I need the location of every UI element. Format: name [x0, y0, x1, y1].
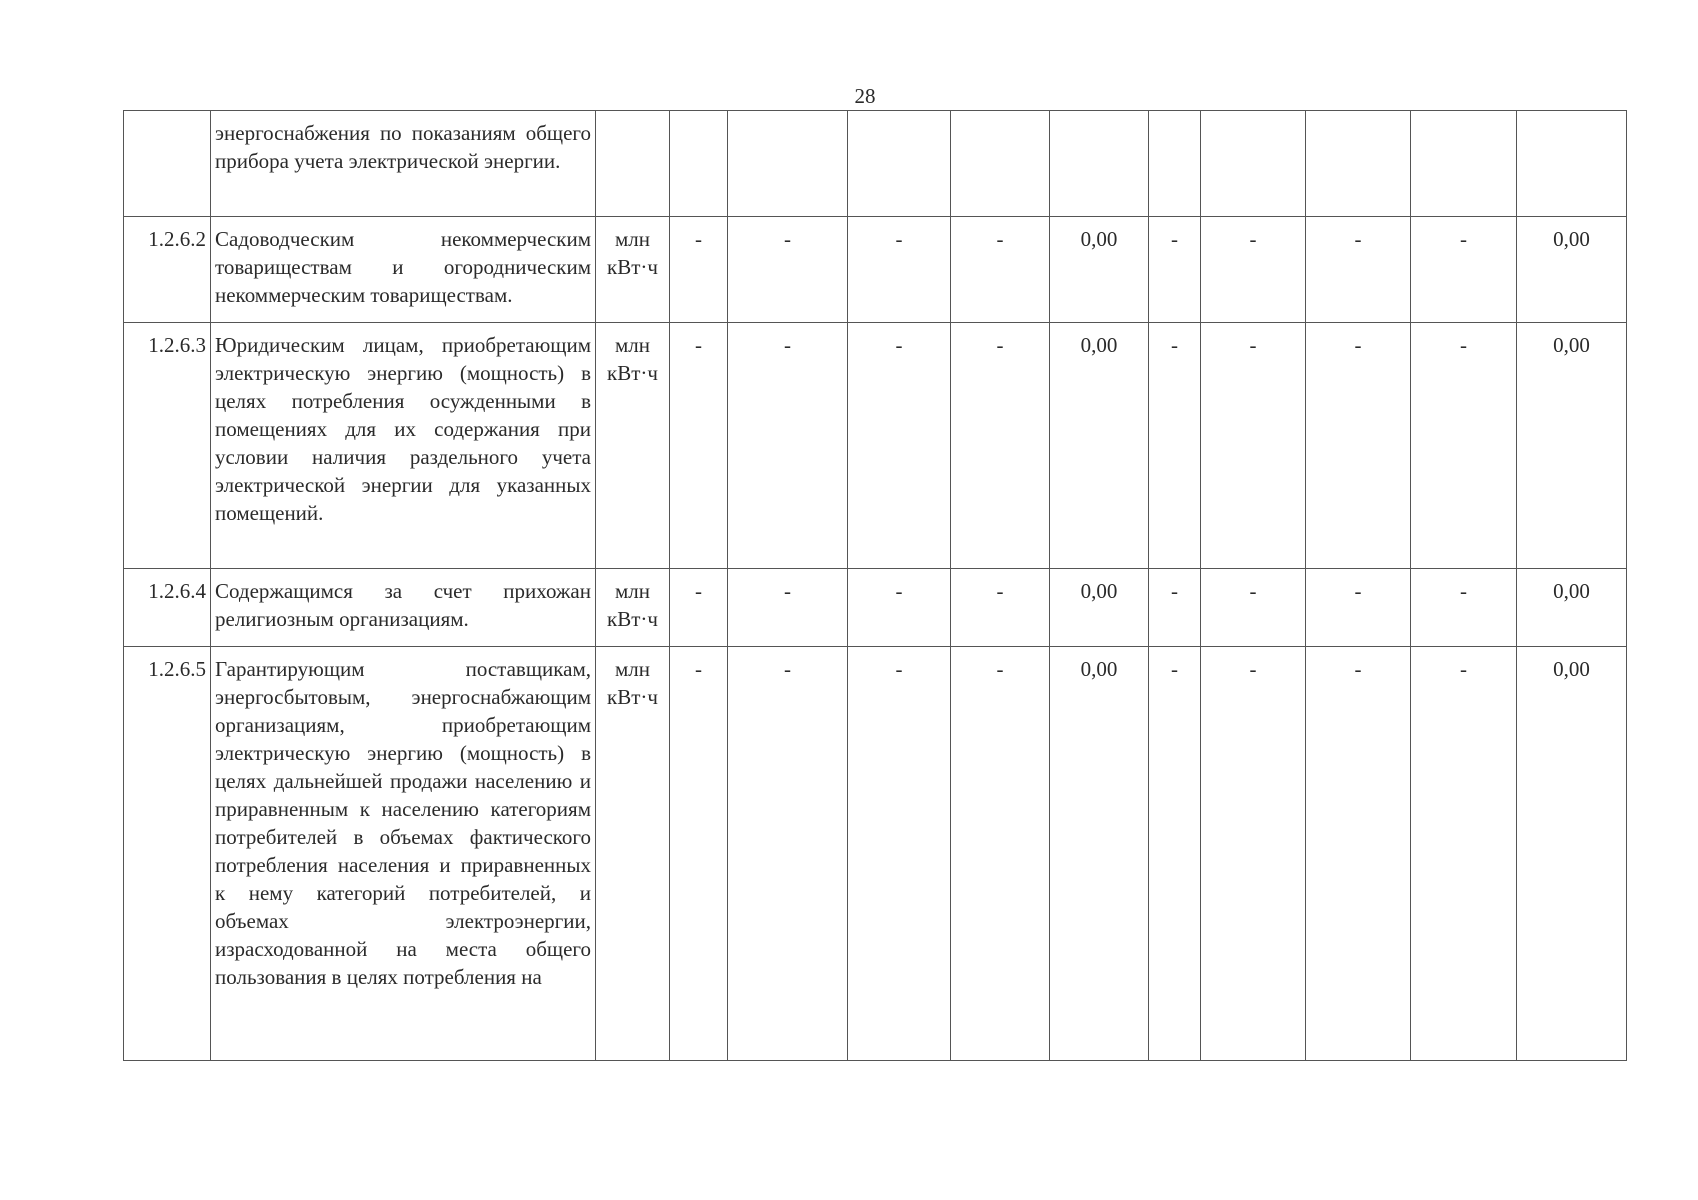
value-cell: - [728, 217, 848, 323]
value-cell: - [1411, 569, 1517, 647]
value-cell: - [1411, 323, 1517, 569]
row-unit [596, 111, 670, 217]
value-cell: - [1201, 323, 1306, 569]
row-unit [596, 647, 670, 1061]
row-description: Гарантирующим поставщикам, энергосбытовым, энергоснабжающим организациям, приобретающим электрическую энергию (мощность) в целях дальнейшей продажи населению и приравненным к населению категориям потребителей в объемах фактического потребления населения и приравненных к нему категорий потребителей, и объемах электроэнергии, израсходованной на места общего пользования в целях потребления на [211, 647, 596, 1061]
table-row [124, 323, 1627, 569]
value-cell: - [670, 217, 728, 323]
value-cell: - [670, 323, 728, 569]
row-unit [596, 569, 670, 647]
value-cell: 0,00 [1517, 323, 1627, 569]
value-cell [670, 111, 728, 217]
value-cell: - [848, 569, 951, 647]
row-unit [596, 217, 670, 323]
row-description: энергоснабжения по показаниям общего прибора учета электрической энергии. [211, 111, 596, 217]
value-cell: - [951, 217, 1050, 323]
value-cell: - [1306, 569, 1411, 647]
value-cell: - [728, 569, 848, 647]
row-number: 1.2.6.3 [124, 323, 211, 569]
value-cell: - [848, 323, 951, 569]
value-cell: - [1149, 217, 1201, 323]
row-number: 1.2.6.4 [124, 569, 211, 647]
value-cell: - [728, 647, 848, 1061]
value-cell: - [1411, 217, 1517, 323]
value-cell: - [848, 647, 951, 1061]
value-cell [728, 111, 848, 217]
unit-line-2: кВт·ч [607, 685, 658, 709]
table-row [124, 569, 1627, 647]
row-description: Садоводческим некоммерческим товариществам и огородническим некоммерческим товариществам. [211, 217, 596, 323]
value-cell: - [728, 323, 848, 569]
value-cell: 0,00 [1517, 647, 1627, 1061]
value-cell: 0,00 [1050, 217, 1149, 323]
unit-line-2: кВт·ч [607, 607, 658, 631]
value-cell: 0,00 [1517, 217, 1627, 323]
page-number: 28 [854, 84, 876, 108]
value-cell [951, 111, 1050, 217]
value-cell [848, 111, 951, 217]
value-cell: - [1306, 323, 1411, 569]
table-row [124, 111, 1627, 217]
row-description: Юридическим лицам, приобретающим электрическую энергию (мощность) в целях потребления осужденными в помещениях для их содержания при условии наличия раздельного учета электрической энергии для указанных помещений. [211, 323, 596, 569]
table-row [124, 217, 1627, 323]
value-cell [1201, 111, 1306, 217]
value-cell: - [848, 217, 951, 323]
value-cell: - [670, 647, 728, 1061]
value-cell [1517, 111, 1627, 217]
row-description: Содержащимся за счет прихожан религиозным организациям. [211, 569, 596, 647]
value-cell: - [1149, 323, 1201, 569]
value-cell [1149, 111, 1201, 217]
value-cell: - [1306, 647, 1411, 1061]
row-number: 1.2.6.2 [124, 217, 211, 323]
value-cell [1411, 111, 1517, 217]
value-cell: 0,00 [1050, 323, 1149, 569]
value-cell [1050, 111, 1149, 217]
tariff-table [123, 110, 1627, 1061]
value-cell: - [951, 323, 1050, 569]
value-cell: - [670, 569, 728, 647]
unit-line-2: кВт·ч [607, 255, 658, 279]
value-cell: 0,00 [1050, 569, 1149, 647]
value-cell: - [951, 647, 1050, 1061]
row-unit [596, 323, 670, 569]
value-cell: 0,00 [1517, 569, 1627, 647]
value-cell: - [1201, 217, 1306, 323]
unit-line-1: млн [614, 657, 650, 681]
value-cell: - [1411, 647, 1517, 1061]
row-number: 1.2.6.5 [124, 647, 211, 1061]
value-cell: - [951, 569, 1050, 647]
value-cell [1306, 111, 1411, 217]
unit-line-1: млн [614, 579, 650, 603]
unit-line-2: кВт·ч [607, 361, 658, 385]
value-cell: - [1201, 569, 1306, 647]
table-row [124, 647, 1627, 1061]
value-cell: - [1149, 647, 1201, 1061]
unit-line-1: млн [614, 333, 650, 357]
unit-line-1: млн [614, 227, 650, 251]
value-cell: - [1201, 647, 1306, 1061]
value-cell: 0,00 [1050, 647, 1149, 1061]
value-cell: - [1149, 569, 1201, 647]
row-number [124, 111, 211, 217]
value-cell: - [1306, 217, 1411, 323]
